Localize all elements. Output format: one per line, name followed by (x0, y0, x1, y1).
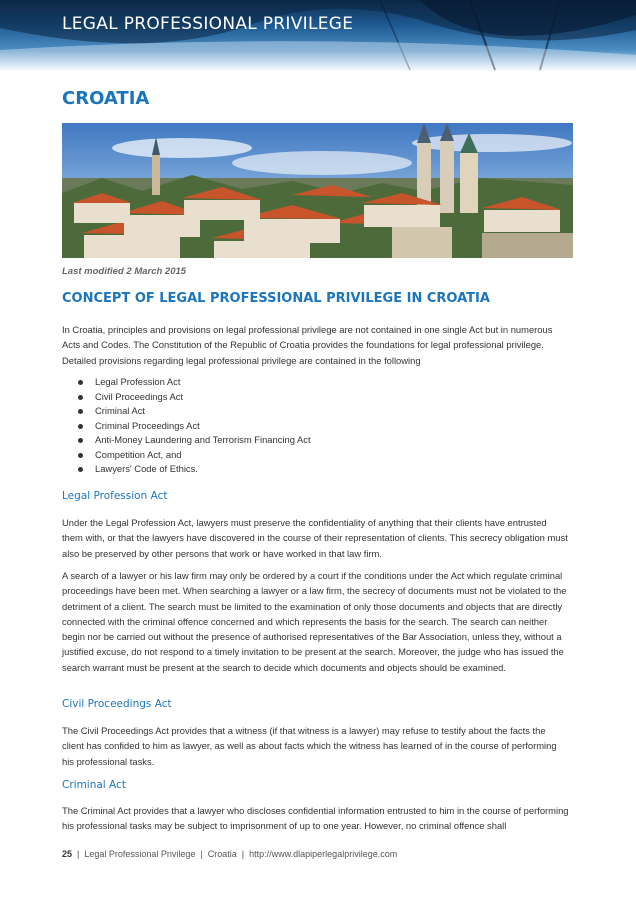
footer-separator: | (200, 849, 203, 859)
list-item: Criminal Proceedings Act (78, 419, 311, 434)
zagreb-cityscape-photo (62, 123, 573, 258)
subheading-criminal-act: Criminal Act (62, 779, 126, 791)
list-item: Competition Act, and (78, 448, 311, 463)
intro-paragraph: In Croatia, principles and provisions on legal professional privilege are not contained in one single Act but in numerous Acts and Codes. The Constitution of the Republic of Croatia provides the foundations for legal professional privilege. Detailed provisions regarding legal professional privilege are contained in the following (62, 324, 553, 366)
footer-country: Croatia (207, 849, 237, 859)
list-item: Criminal Act (78, 404, 311, 419)
civil-proceedings-paragraph: The Civil Proceedings Act provides that a witness (if that witness is a lawyer) may refuse to testify about the facts the client has confided to him as lawyer, as well as about facts which the witness has learned of in the course of performing his professional tasks. (62, 725, 557, 767)
section-title: CONCEPT OF LEGAL PROFESSIONAL PRIVILEGE IN CROATIA (62, 291, 490, 306)
country-title: CROATIA (62, 88, 150, 109)
acts-list (78, 375, 311, 477)
umbrella-photo-background (0, 0, 636, 72)
footer-separator: | (241, 849, 245, 859)
list-item: Anti-Money Laundering and Terrorism Financing Act (78, 433, 311, 448)
page-footer (62, 849, 397, 859)
list-item: Legal Profession Act (78, 375, 311, 390)
footer-website-link[interactable]: http://www.dlapiperlegalprivilege.com (249, 849, 398, 859)
criminal-act-paragraph: The Criminal Act provides that a lawyer who discloses confidential information entrusted to him in the course of performing his professional tasks may be subject to imprisonment of up to one year. However, no criminal offence shall (62, 805, 569, 832)
list-item: Civil Proceedings Act (78, 390, 311, 405)
list-item: Lawyers' Code of Ethics. (78, 462, 311, 477)
last-modified-date: Last modified 2 March 2015 (62, 266, 187, 277)
footer-separator: | (77, 849, 80, 859)
legal-profession-paragraph-2: A search of a lawyer or his law firm may only be ordered by a court if the conditions under the Act which regulate criminal proceedings have been met. When searching a lawyer or a law firm, the secrecy of documents must not be violated to the detriment of a client. The search must be limited to the examination of only those documents and objects that are directly connected with the criminal offence concerned and which represents the basis for the search. The search can neither begin nor be carried out without the presence of authorised representatives of the Bar Association, unless they, without a justified excuse, do not respond to a timely invitation to be present at the search. Moreover, the judge who has issued the search warrant must be present at the search to decide which documents and objects should be examined. (62, 570, 567, 673)
page-number: 25 (62, 849, 73, 859)
header-title: LEGAL PROFESSIONAL PRIVILEGE (62, 14, 354, 34)
subheading-legal-profession-act: Legal Profession Act (62, 490, 168, 502)
header-banner (0, 0, 636, 72)
subheading-civil-proceedings-act: Civil Proceedings Act (62, 698, 172, 710)
footer-document-title: Legal Professional Privilege (84, 849, 196, 859)
legal-profession-paragraph-1: Under the Legal Profession Act, lawyers must preserve the confidentiality of anything that their clients have entrusted them with, or that the lawyers have discovered in the course of their representation of clients. This secrecy obligation must also be preserved by other persons that work or have worked in that law firm. (62, 517, 568, 559)
